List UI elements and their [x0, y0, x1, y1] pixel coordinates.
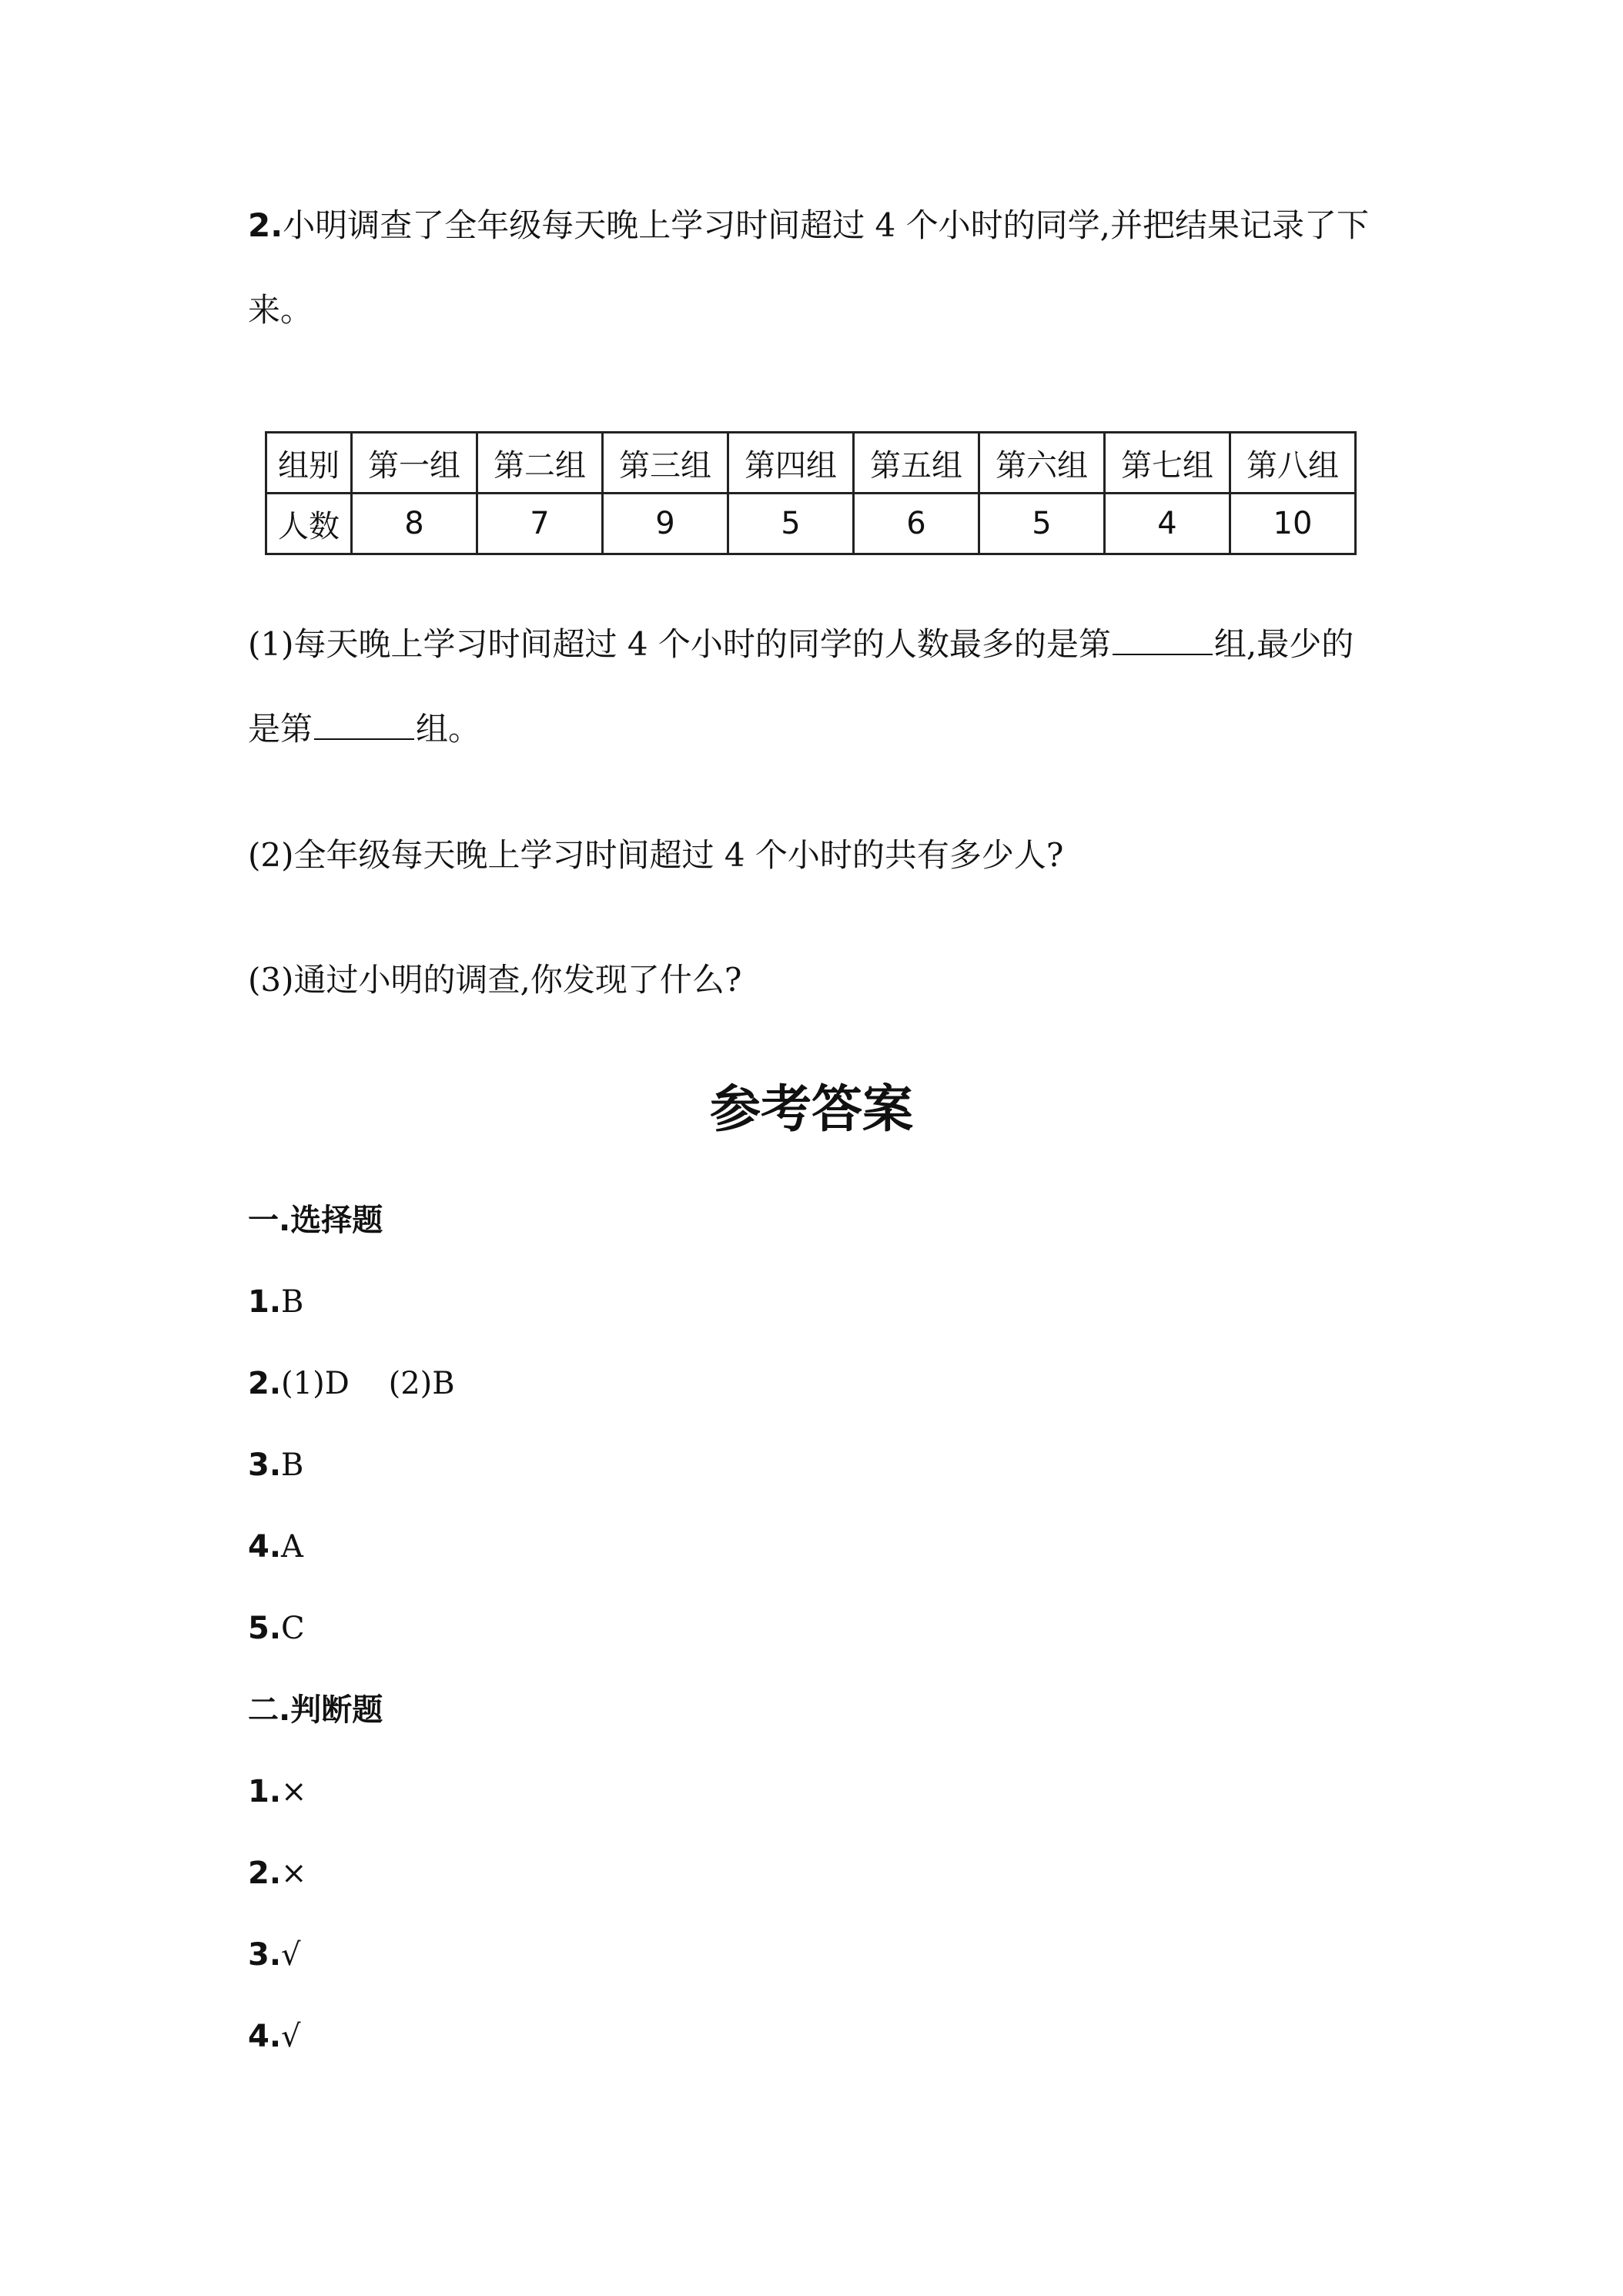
- group-cell: 第一组: [352, 433, 477, 494]
- answer-item: [248, 1776, 307, 1808]
- sub-question-3: (3)通过小明的调查,你发现了什么?: [248, 961, 742, 999]
- table-row: [266, 433, 1356, 494]
- answer-item: [248, 1367, 455, 1400]
- count-cell: 9: [603, 494, 728, 554]
- group-cell: 第六组: [979, 433, 1105, 494]
- row-header-count: 人数: [266, 494, 352, 554]
- sub-question-2: (2)全年级每天晚上学习时间超过 4 个小时的共有多少人?: [248, 836, 1064, 874]
- answer-number: 4.: [248, 2019, 282, 2054]
- sub-question-1-text: 组。: [416, 710, 481, 748]
- answer-number: 3.: [248, 1448, 282, 1483]
- group-cell: 第七组: [1105, 433, 1230, 494]
- answer-blank[interactable]: [1113, 631, 1213, 655]
- answer-number: 1.: [248, 1284, 282, 1320]
- table-row: [266, 494, 1356, 554]
- answer-value: ×: [281, 1774, 307, 1809]
- answer-number: 5.: [248, 1611, 282, 1646]
- sub-question-1-text: 是第: [248, 710, 313, 748]
- sub-question-1-text: (1)每天晚上学习时间超过 4 个小时的同学的人数最多的是第: [248, 625, 1111, 663]
- count-cell: 8: [352, 494, 477, 554]
- answer-blank[interactable]: [314, 715, 414, 740]
- question-2-line-1: [248, 206, 1369, 244]
- answer-item: [248, 1286, 303, 1318]
- answer-value: √: [281, 2019, 301, 2054]
- answer-value: (1)D (2)B: [281, 1366, 455, 1401]
- answer-value: C: [281, 1611, 305, 1646]
- count-cell: 6: [854, 494, 979, 554]
- count-cell: 7: [477, 494, 603, 554]
- answer-number: 3.: [248, 1937, 282, 1973]
- answer-title: 参考答案: [710, 1079, 913, 1139]
- answer-item: [248, 1531, 303, 1563]
- answer-number: 2.: [248, 1366, 282, 1401]
- count-cell: 4: [1105, 494, 1230, 554]
- answer-item: [248, 1449, 303, 1481]
- answer-value: B: [281, 1284, 304, 1320]
- answer-value: B: [281, 1448, 304, 1483]
- answer-item: [248, 1857, 307, 1889]
- section-heading-judge: 二.判断题: [248, 1692, 383, 1728]
- group-cell: 第三组: [603, 433, 728, 494]
- sub-question-1-line-2: [248, 710, 481, 748]
- answer-number: 4.: [248, 1529, 282, 1565]
- survey-table: [265, 431, 1357, 555]
- question-text: 小明调查了全年级每天晚上学习时间超过 4 个小时的同学,并把结果记录了下: [283, 206, 1369, 244]
- answer-item: [248, 1612, 305, 1645]
- answer-item: [248, 1939, 301, 1971]
- sub-question-1-text: 组,最少的: [1213, 625, 1354, 663]
- answer-item: [248, 2020, 301, 2053]
- group-cell: 第四组: [728, 433, 854, 494]
- group-cell: 第二组: [477, 433, 603, 494]
- question-2-line-2: 来。: [248, 291, 313, 329]
- group-cell: 第八组: [1230, 433, 1356, 494]
- count-cell: 10: [1230, 494, 1356, 554]
- answer-number: 1.: [248, 1774, 282, 1809]
- question-number: 2.: [248, 206, 283, 244]
- row-header-group: 组别: [266, 433, 352, 494]
- answer-value: ×: [281, 1856, 307, 1891]
- answer-number: 2.: [248, 1856, 282, 1891]
- sub-question-1-line-1: [248, 625, 1354, 663]
- answer-value: √: [281, 1937, 301, 1973]
- answer-value: A: [281, 1529, 303, 1565]
- section-heading-choice: 一.选择题: [248, 1203, 383, 1238]
- count-cell: 5: [728, 494, 854, 554]
- count-cell: 5: [979, 494, 1105, 554]
- group-cell: 第五组: [854, 433, 979, 494]
